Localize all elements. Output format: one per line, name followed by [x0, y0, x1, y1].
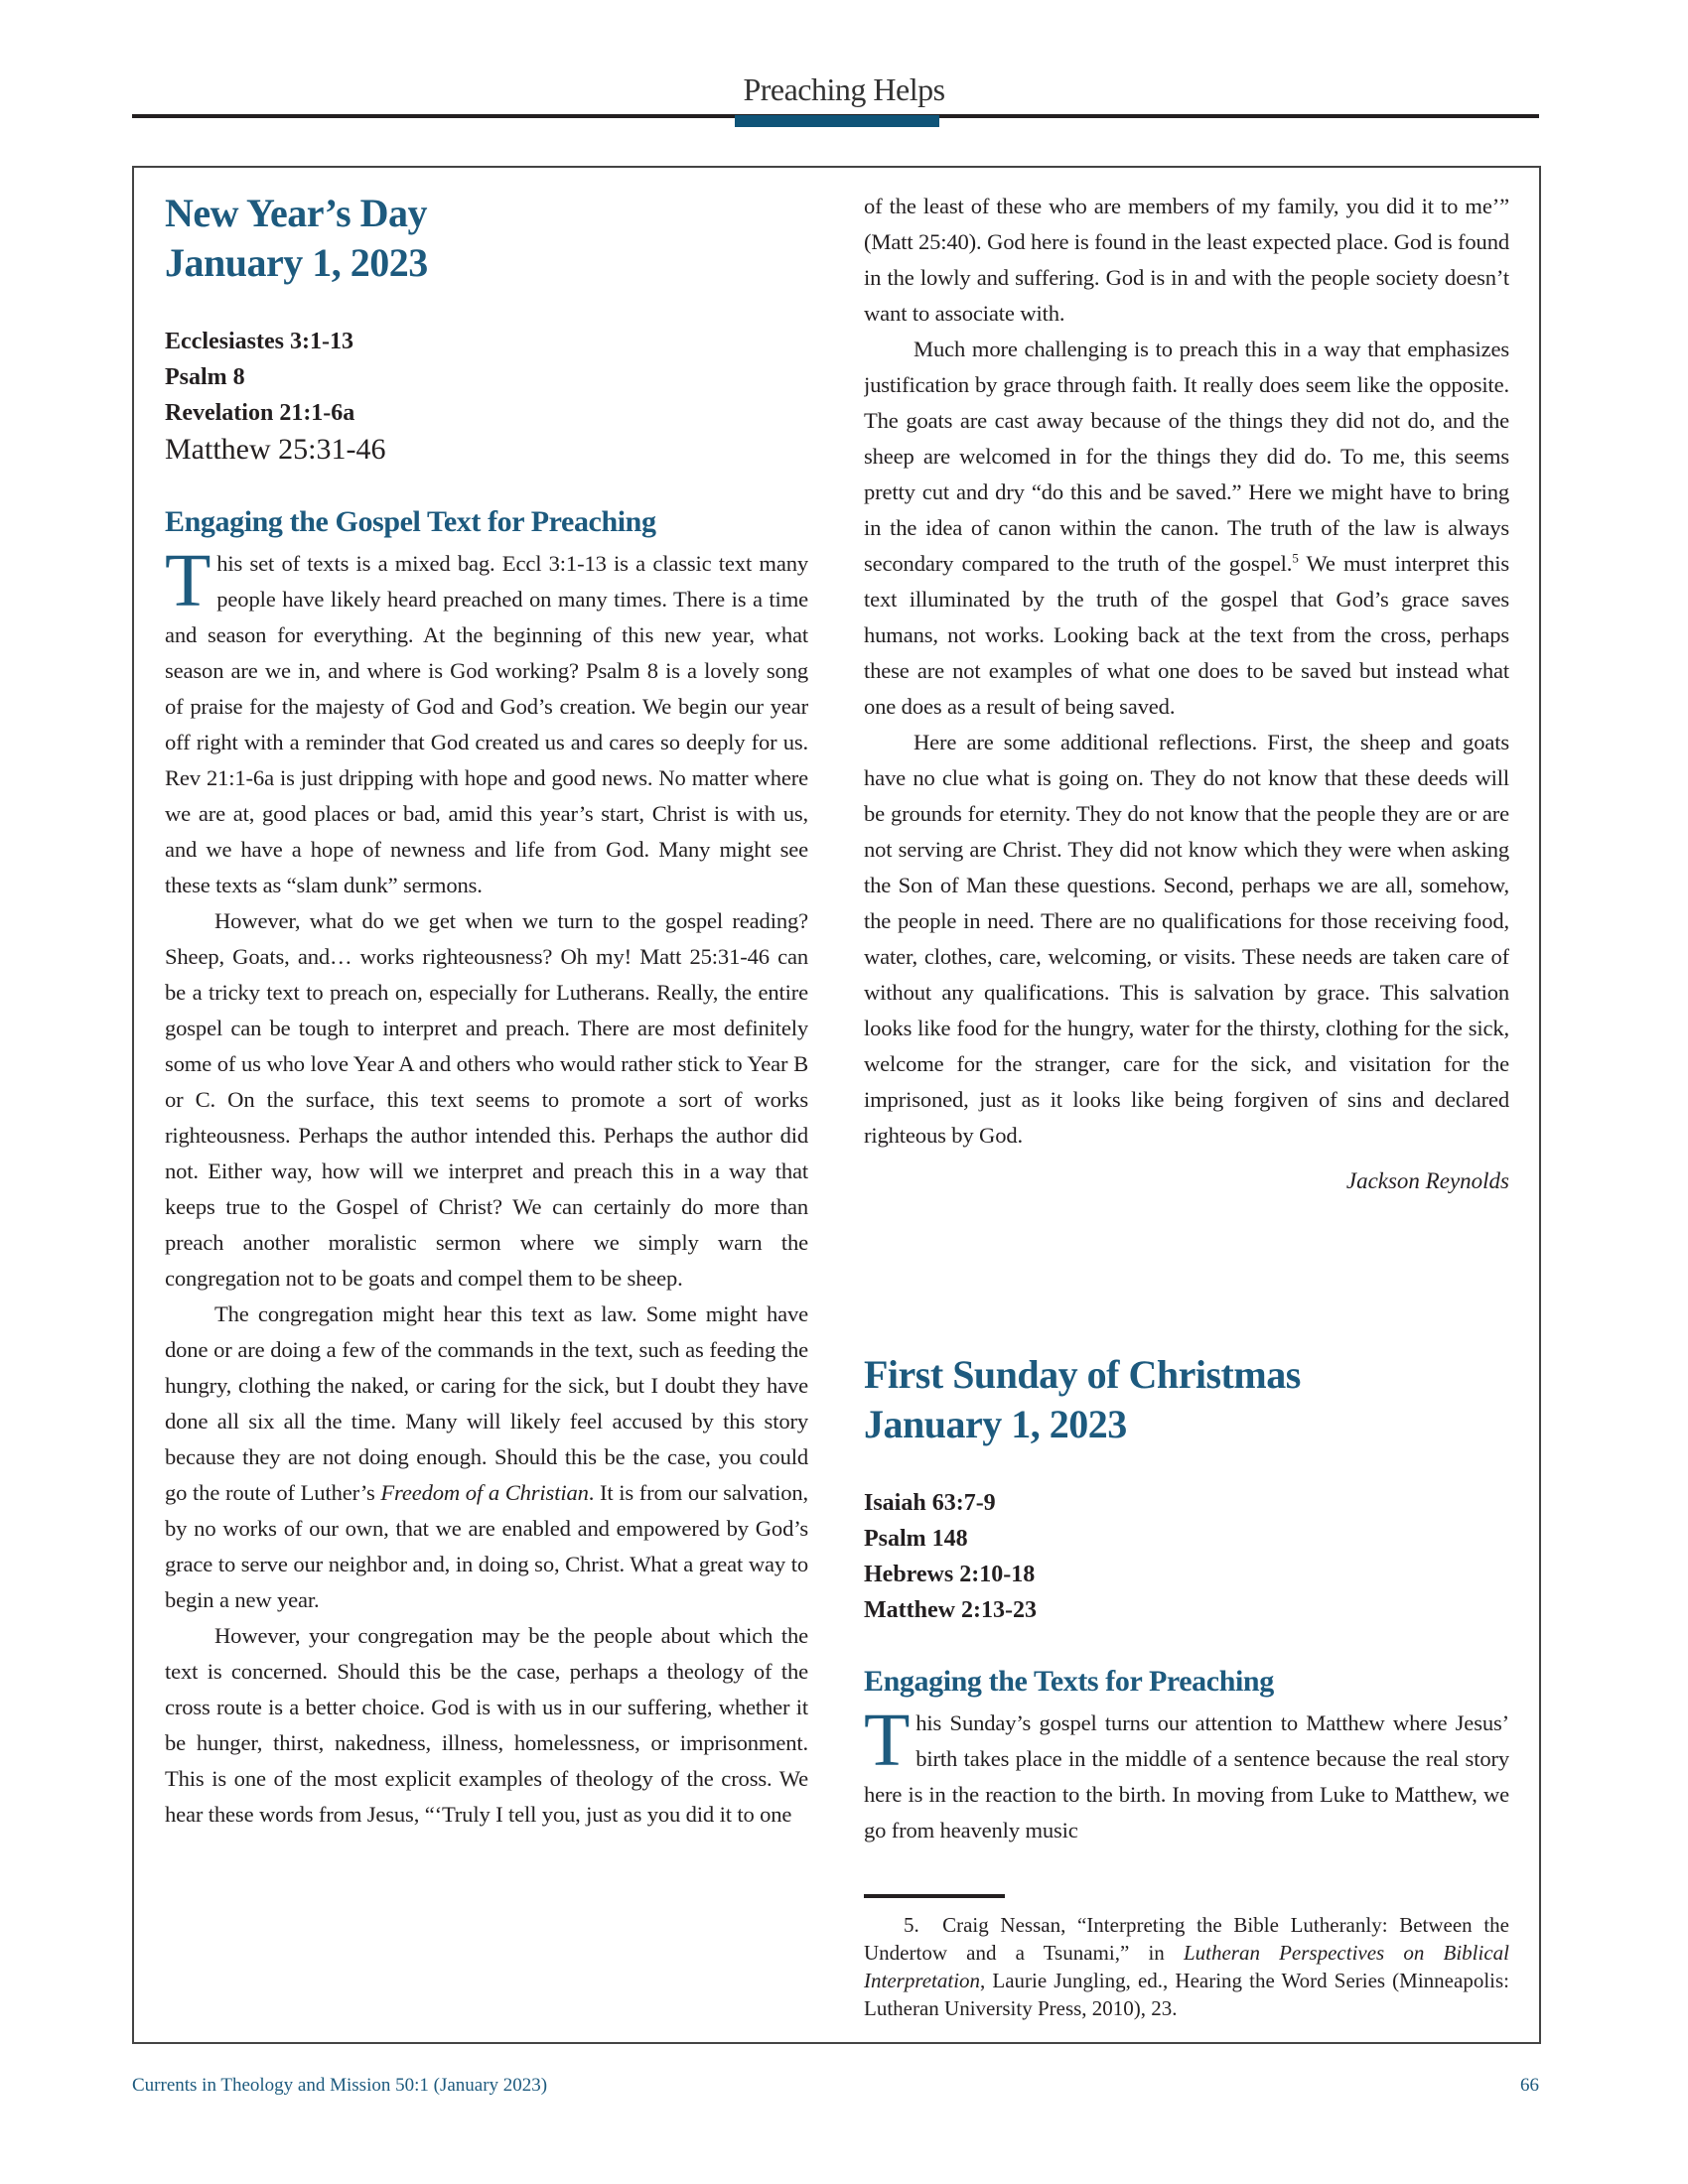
reading: Hebrews 2:10-18 — [864, 1562, 1036, 1587]
paragraph-text: We must interpret this text illuminated by the truth of the gospel that God’s grace saves humans, not works. Looking back at the text from the cross, perhaps these are not examples of what one does to be saved but instead what one does as a result of being saved. — [864, 551, 1509, 719]
reading: Isaiah 63:7-9 — [864, 1490, 996, 1516]
right-column — [864, 189, 1509, 2015]
paragraph-text: his set of texts is a mixed bag. Eccl 3:1-13 is a classic text many people have likely heard preached on many times. There is a time and season for everything. At the beginning of this new year, what season are we in, and where is God working? Psalm 8 is a lovely song of praise for the majesty of God and God’s creation. We begin our year off right with a reminder that God created us and cares so deeply for us. Rev 21:1-6a is just dripping with hope and good news. No matter where we are at, good places or bad, amid this year’s start, Christ is with us, and we have a hope of newness and life from God. Many might see these texts as “slam dunk” sermons. — [165, 551, 808, 897]
footnote-text: , Laurie Jungling, ed., Hearing the Word Series (Minneapolis: Lutheran University Press, 2010), 23. — [864, 1969, 1509, 2020]
left-column — [165, 189, 808, 2015]
paragraph: However, what do we get when we turn to the gospel reading? Sheep, Goats, and… works righteousness? Oh my! Matt 25:31-46 can be a tricky text to preach on, especially for Lutherans. Really, the entire gospel can be tough to interpret and preach. There are most definitely some of us who love Year A and others who would rather stick to Year B or C. On the surface, this text seems to promote a sort of works righteousness. Perhaps the author intended this. Perhaps the author did not. Either way, how will we interpret and preach this in a way that keeps true to the Gospel of Christ? We can certainly do more than preach another moralistic sermon where we simply warn the congregation not to be goats and compel them to be sheep. — [165, 908, 808, 1291]
paragraph-text: . It is from our salvation, by no works of our own, that we are enabled and empowered by God’s grace to serve our neighbor and, in doing so, Christ. What a great way to begin a new year. — [165, 1480, 808, 1612]
title-date: January 1, 2023 — [165, 240, 428, 285]
paragraph-text: Much more challenging is to preach this in a way that emphasizes justification by grace through faith. It really does seem like the opposite. The goats are cast away because of the things they did not do, and the sheep are welcomed in for the things they did do. To me, this seems pretty cut and dry “do this and be saved.” Here we might have to bring in the idea of canon within the canon. The truth of the law is always secondary compared to the truth of the gospel. — [864, 337, 1509, 576]
reading: Matthew 25:31-46 — [165, 433, 386, 466]
footnote-rule — [864, 1894, 1005, 1898]
paragraph-text: The congregation might hear this text as law. Some might have done or are doing a few of the commands in the text, such as feeding the hungry, clothing the naked, or caring for the sick, but I doubt they have done all six all the time. Many will likely feel accused by this story because they are not doing enough. Should this be the case, you could go the route of Luther’s — [165, 1301, 808, 1505]
header-accent-bar — [735, 115, 939, 127]
drop-cap: T — [864, 1699, 911, 1782]
book-title: Freedom of a Christian — [380, 1480, 589, 1505]
paragraph — [165, 539, 808, 903]
footnote-reference[interactable]: 5 — [1292, 550, 1299, 566]
paragraph — [165, 1297, 808, 1618]
section-heading: Engaging the Gospel Text for Preaching — [165, 505, 656, 538]
drop-cap: T — [165, 539, 211, 622]
paragraph: However, your congregation may be the people about which the text is concerned. Should this be the case, perhaps a theology of the cross route is a better choice. God is with us in our suffering, whether it be hunger, thirst, nakedness, illness, homelessness, or imprisonment. This is one of the most explicit examples of theology of the cross. We hear these words from Jesus, “‘Truly I tell you, just as you did it to one — [165, 1623, 808, 1827]
section-heading: Engaging the Texts for Preaching — [864, 1665, 1274, 1698]
footnote — [864, 1911, 1509, 2022]
paragraph — [864, 332, 1509, 725]
reading: Psalm 148 — [864, 1526, 968, 1552]
paragraph: Here are some additional reflections. First, the sheep and goats have no clue what is going on. They do not know that these deeds will be grounds for eternity. They do not know that the people they are or are not serving are Christ. They did not know which they were when asking the Son of Man these questions. Second, perhaps we are all, somehow, the people in need. There are no qualifications for those receiving food, water, clothes, care, welcoming, or visits. These needs are taken care of without any qualifications. This is salvation by grace. This salvation looks like food for the hungry, water for the thirsty, clothing for the sick, welcome for the stranger, care for the sick, and visitation for the imprisoned, just as it looks like being forgiven of sins and declared righteous by God. — [864, 730, 1509, 1148]
reading: Matthew 2:13-23 — [864, 1597, 1037, 1623]
author-signature: Jackson Reynolds — [1345, 1168, 1509, 1193]
section-title — [165, 189, 808, 288]
reading: Psalm 8 — [165, 364, 245, 390]
readings-list — [864, 1485, 1509, 1628]
reading: Revelation 21:1-6a — [165, 400, 355, 426]
paragraph — [864, 1699, 1509, 1848]
title-line: First Sunday of Christmas — [864, 1352, 1301, 1397]
footer-journal: Currents in Theology and Mission 50:1 (January 2023) — [132, 2075, 548, 2096]
section-2 — [864, 1350, 1509, 1848]
title-date: January 1, 2023 — [864, 1402, 1127, 1446]
reading: Ecclesiastes 3:1-13 — [165, 329, 353, 354]
readings-list — [165, 324, 808, 469]
paragraph: of the least of these who are members of my family, you did it to me’” (Matt 25:40). God here is found in the least expected place. God is found in the lowly and suffering. God is in and with the people society doesn’t want to associate with. — [864, 194, 1509, 326]
page-number: 66 — [1520, 2075, 1539, 2096]
section-title — [864, 1350, 1509, 1449]
footnote-text: Craig Nessan, “Interpreting the Bible Lutheranly: Between the Undertow and a Tsunami,” in — [864, 1913, 1510, 1965]
running-head: Preaching Helps — [743, 71, 945, 107]
footnote-book-title: Lutheran Perspectives on Biblical Interpretation — [864, 1941, 1509, 1992]
paragraph-text: his Sunday’s gospel turns our attention to Matthew where Jesus’ birth takes place in the middle of a sentence because the real story here is in the reaction to the birth. In moving from Luke to Matthew, we go from heavenly music — [864, 1710, 1509, 1843]
footnote-number: 5. — [904, 1913, 919, 1937]
title-line: New Year’s Day — [165, 191, 428, 235]
